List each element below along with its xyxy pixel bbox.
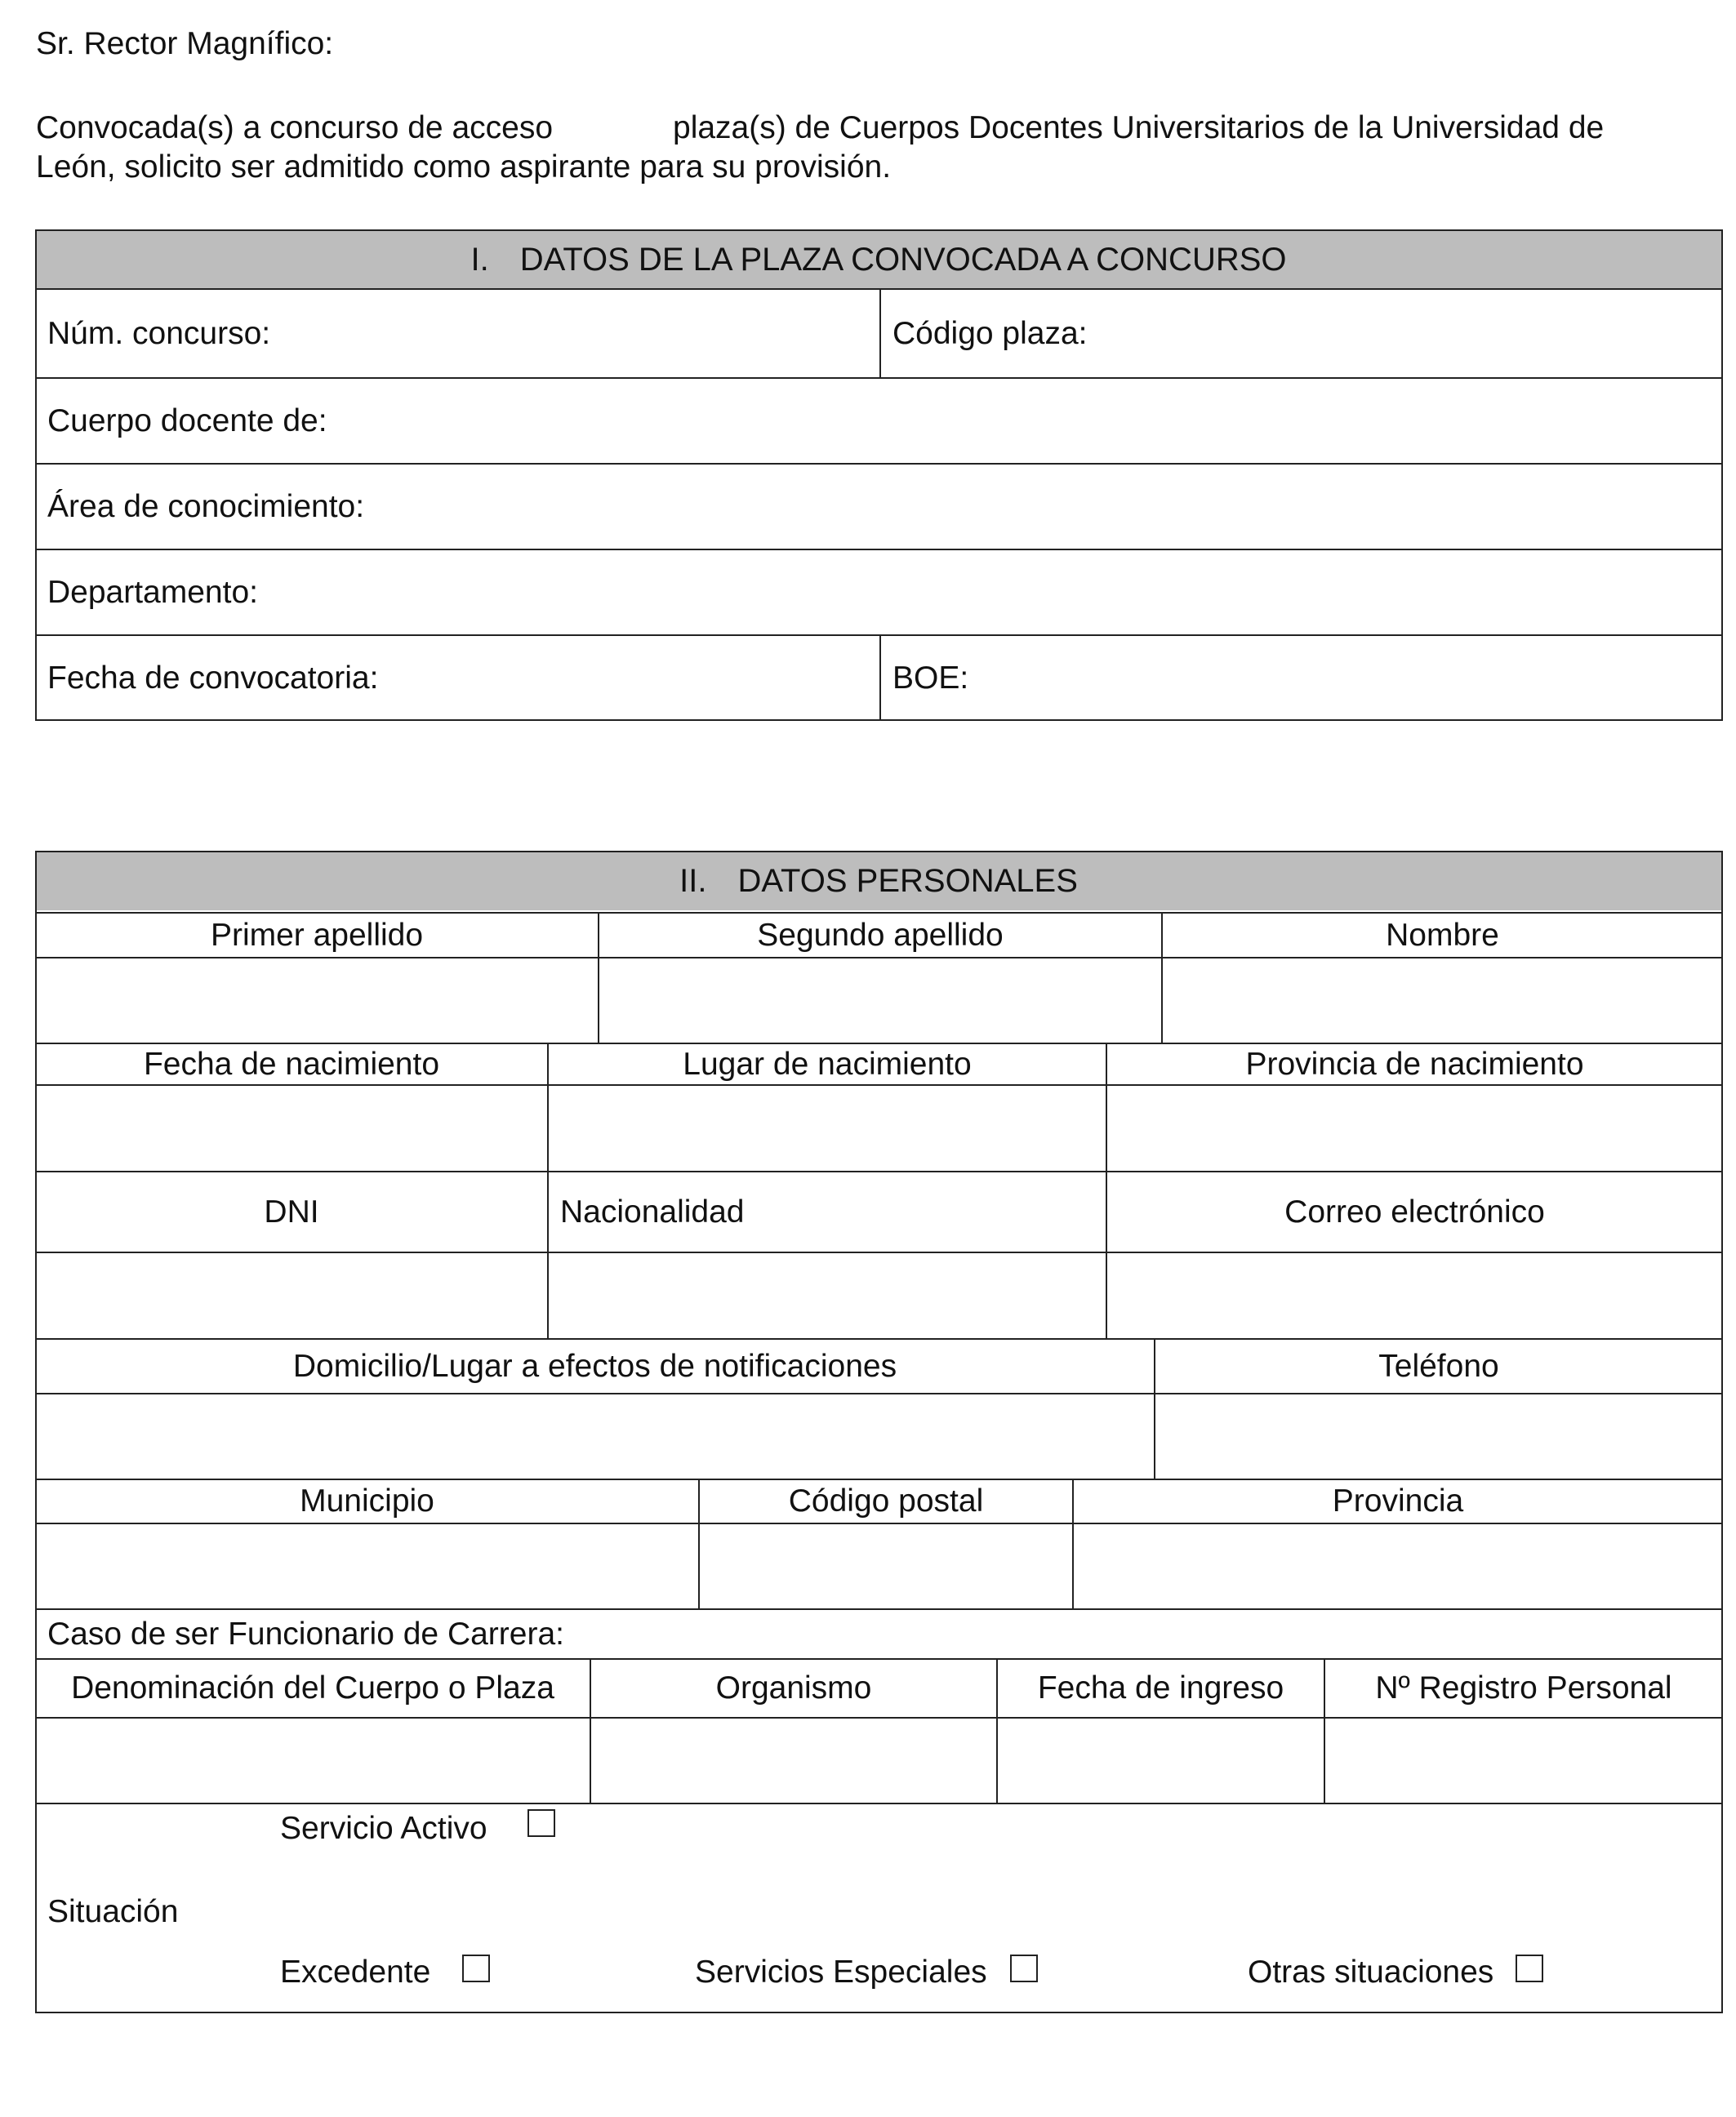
servicios-especiales-checkbox[interactable] xyxy=(1010,1955,1038,1982)
correo-electronico-input[interactable] xyxy=(1107,1253,1722,1338)
fecha-ingreso-label: Fecha de ingreso xyxy=(1037,1670,1284,1706)
codigo-postal-input[interactable] xyxy=(700,1524,1072,1608)
section-1-title: DATOS DE LA PLAZA CONVOCADA A CONCURSO xyxy=(519,241,1287,278)
correo-electronico-label: Correo electrónico xyxy=(1284,1194,1545,1230)
otras-situaciones-label: Otras situaciones xyxy=(1248,1955,1494,1990)
provincia-nacimiento-label: Provincia de nacimiento xyxy=(1245,1046,1584,1082)
lugar-nacimiento-label: Lugar de nacimiento xyxy=(683,1046,972,1082)
nombre-label: Nombre xyxy=(1386,917,1499,953)
servicio-activo-checkbox[interactable] xyxy=(527,1809,555,1837)
codigo-plaza-field[interactable]: Código plaza: xyxy=(892,316,1088,351)
nacionalidad-input[interactable] xyxy=(549,1253,1106,1338)
section-1-numeral: I. xyxy=(470,241,489,278)
divider xyxy=(35,1803,1723,1804)
servicios-especiales-label: Servicios Especiales xyxy=(695,1955,987,1990)
intro-text-part2: plaza(s) de Cuerpos Docentes Universitarios de la Universidad de xyxy=(673,110,1605,145)
domicilio-input[interactable] xyxy=(36,1394,1154,1479)
departamento-field[interactable]: Departamento: xyxy=(47,574,258,610)
salutation: Sr. Rector Magnífico: xyxy=(36,26,334,61)
boe-field[interactable]: BOE: xyxy=(892,660,969,696)
organismo-input[interactable] xyxy=(591,1719,996,1803)
intro-text-part1: Convocada(s) a concurso de acceso xyxy=(36,110,554,145)
domicilio-label: Domicilio/Lugar a efectos de notificaciones xyxy=(292,1348,897,1384)
registro-personal-input[interactable] xyxy=(1325,1719,1722,1803)
registro-personal-label: Nº Registro Personal xyxy=(1375,1670,1672,1706)
funcionario-carrera-label: Caso de ser Funcionario de Carrera: xyxy=(47,1616,564,1652)
segundo-apellido-input[interactable] xyxy=(599,958,1161,1043)
area-conocimiento-field[interactable]: Área de conocimiento: xyxy=(47,488,365,524)
provincia-label: Provincia xyxy=(1332,1483,1464,1519)
fecha-nacimiento-label: Fecha de nacimiento xyxy=(143,1046,440,1082)
cuerpo-docente-field[interactable]: Cuerpo docente de: xyxy=(47,402,327,438)
denominacion-cuerpo-input[interactable] xyxy=(36,1719,590,1803)
organismo-label: Organismo xyxy=(715,1670,872,1706)
provincia-input[interactable] xyxy=(1074,1524,1722,1608)
dni-label: DNI xyxy=(264,1194,319,1230)
dni-input[interactable] xyxy=(36,1253,547,1338)
fecha-ingreso-input[interactable] xyxy=(998,1719,1324,1803)
provincia-nacimiento-input[interactable] xyxy=(1107,1086,1722,1171)
nombre-input[interactable] xyxy=(1163,958,1722,1043)
nacionalidad-label: Nacionalidad xyxy=(560,1194,745,1230)
excedente-label: Excedente xyxy=(280,1955,431,1990)
denominacion-cuerpo-label: Denominación del Cuerpo o Plaza xyxy=(71,1670,554,1706)
section-2-title: DATOS PERSONALES xyxy=(737,862,1078,899)
lugar-nacimiento-input[interactable] xyxy=(549,1086,1106,1171)
fecha-convocatoria-field[interactable]: Fecha de convocatoria: xyxy=(47,660,379,696)
otras-situaciones-checkbox[interactable] xyxy=(1516,1955,1543,1982)
segundo-apellido-label: Segundo apellido xyxy=(757,917,1004,953)
intro-text-line2: León, solicito ser admitido como aspirante para su provisión. xyxy=(36,149,892,185)
num-concurso-field[interactable]: Núm. concurso: xyxy=(47,316,271,351)
municipio-label: Municipio xyxy=(300,1483,434,1519)
section-2-numeral: II. xyxy=(679,862,707,899)
excedente-checkbox[interactable] xyxy=(462,1955,490,1982)
telefono-input[interactable] xyxy=(1155,1394,1722,1479)
primer-apellido-input[interactable] xyxy=(36,958,598,1043)
primer-apellido-label: Primer apellido xyxy=(210,917,424,953)
situacion-label: Situación xyxy=(47,1894,179,1929)
telefono-label: Teléfono xyxy=(1378,1348,1499,1384)
fecha-nacimiento-input[interactable] xyxy=(36,1086,547,1171)
servicio-activo-label: Servicio Activo xyxy=(280,1811,487,1846)
codigo-postal-label: Código postal xyxy=(788,1483,984,1519)
municipio-input[interactable] xyxy=(36,1524,698,1608)
